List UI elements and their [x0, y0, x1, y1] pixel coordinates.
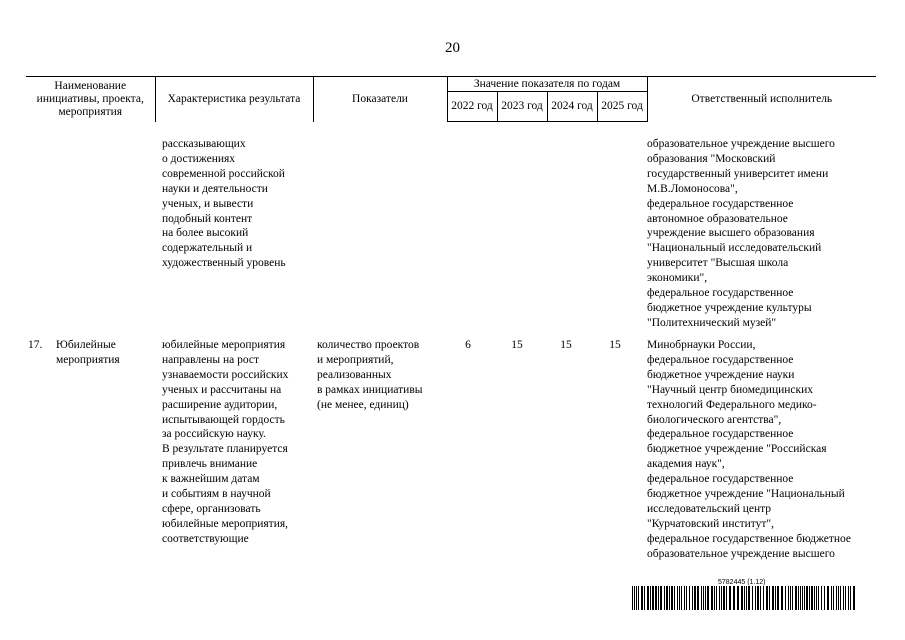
header-responsible: Ответственный исполнитель: [647, 77, 876, 122]
value-2025: 15: [609, 339, 621, 351]
header-indicators: Показатели: [313, 77, 447, 122]
row-number: 17.: [28, 339, 43, 351]
value-2023: 15: [511, 339, 523, 351]
header-year-2025: 2025 год: [597, 92, 647, 122]
row-name: Юбилейные мероприятия: [56, 339, 120, 366]
header-name: Наименование инициативы, проекта, мероприятия: [26, 77, 155, 122]
barcode-image: [632, 586, 858, 610]
continuation-responsible-text: образовательное учреждение высшего образования "Московский государственный университет имени М.В.Ломоносова", федеральное государственное автономное образовательное учреждение высшего образования "Национальный исследовательский университет "Высшая школа экономики", федеральное государственное бюджетное учреждение культуры "Политехнический музей": [647, 138, 835, 329]
header-year-2024: 2024 год: [547, 92, 597, 122]
value-2022: 6: [465, 339, 471, 351]
header-result: Характеристика результата: [155, 77, 313, 122]
header-year-2022: 2022 год: [447, 92, 497, 122]
continuation-result-text: рассказывающих о достижениях современной российской науки и деятельности ученых, и вывести подобный контент на более высокий содержательный и художественный уровень: [162, 138, 286, 270]
row-responsible-text: Минобрнауки России, федеральное государственное бюджетное учреждение науки "Научный центр биомедицинских технологий Федерального медико- биологического агентства", федеральное государственное бюджетное учреждение "Российская академия наук", федеральное государственное бюджетное учреждение "Национальный исследовательский центр "Курчатовский институт", федеральное государственное бюджетное образовательное учреждение высшего: [647, 339, 852, 560]
value-2024: 15: [560, 339, 572, 351]
row-result-text: юбилейные мероприятия направлены на рост узнаваемости российских ученых и рассчитаны на расширение аудитории, испытывающей гордость за российскую науку. В результате планируется привлечь внимание к важнейшим датам и событиям в научной сфере, организовать юбилейные мероприятия, соответствующие: [162, 339, 289, 545]
barcode-label: 5782445 (1.12): [718, 579, 766, 586]
page-number: 20: [445, 40, 460, 56]
row-indicator: количество проектов и мероприятий, реализованных в рамках инициативы (не менее, единиц): [317, 339, 423, 411]
header-values-by-year: Значение показателя по годам: [447, 77, 647, 92]
header-year-2023: 2023 год: [497, 92, 547, 122]
document-table-header: [26, 76, 876, 122]
